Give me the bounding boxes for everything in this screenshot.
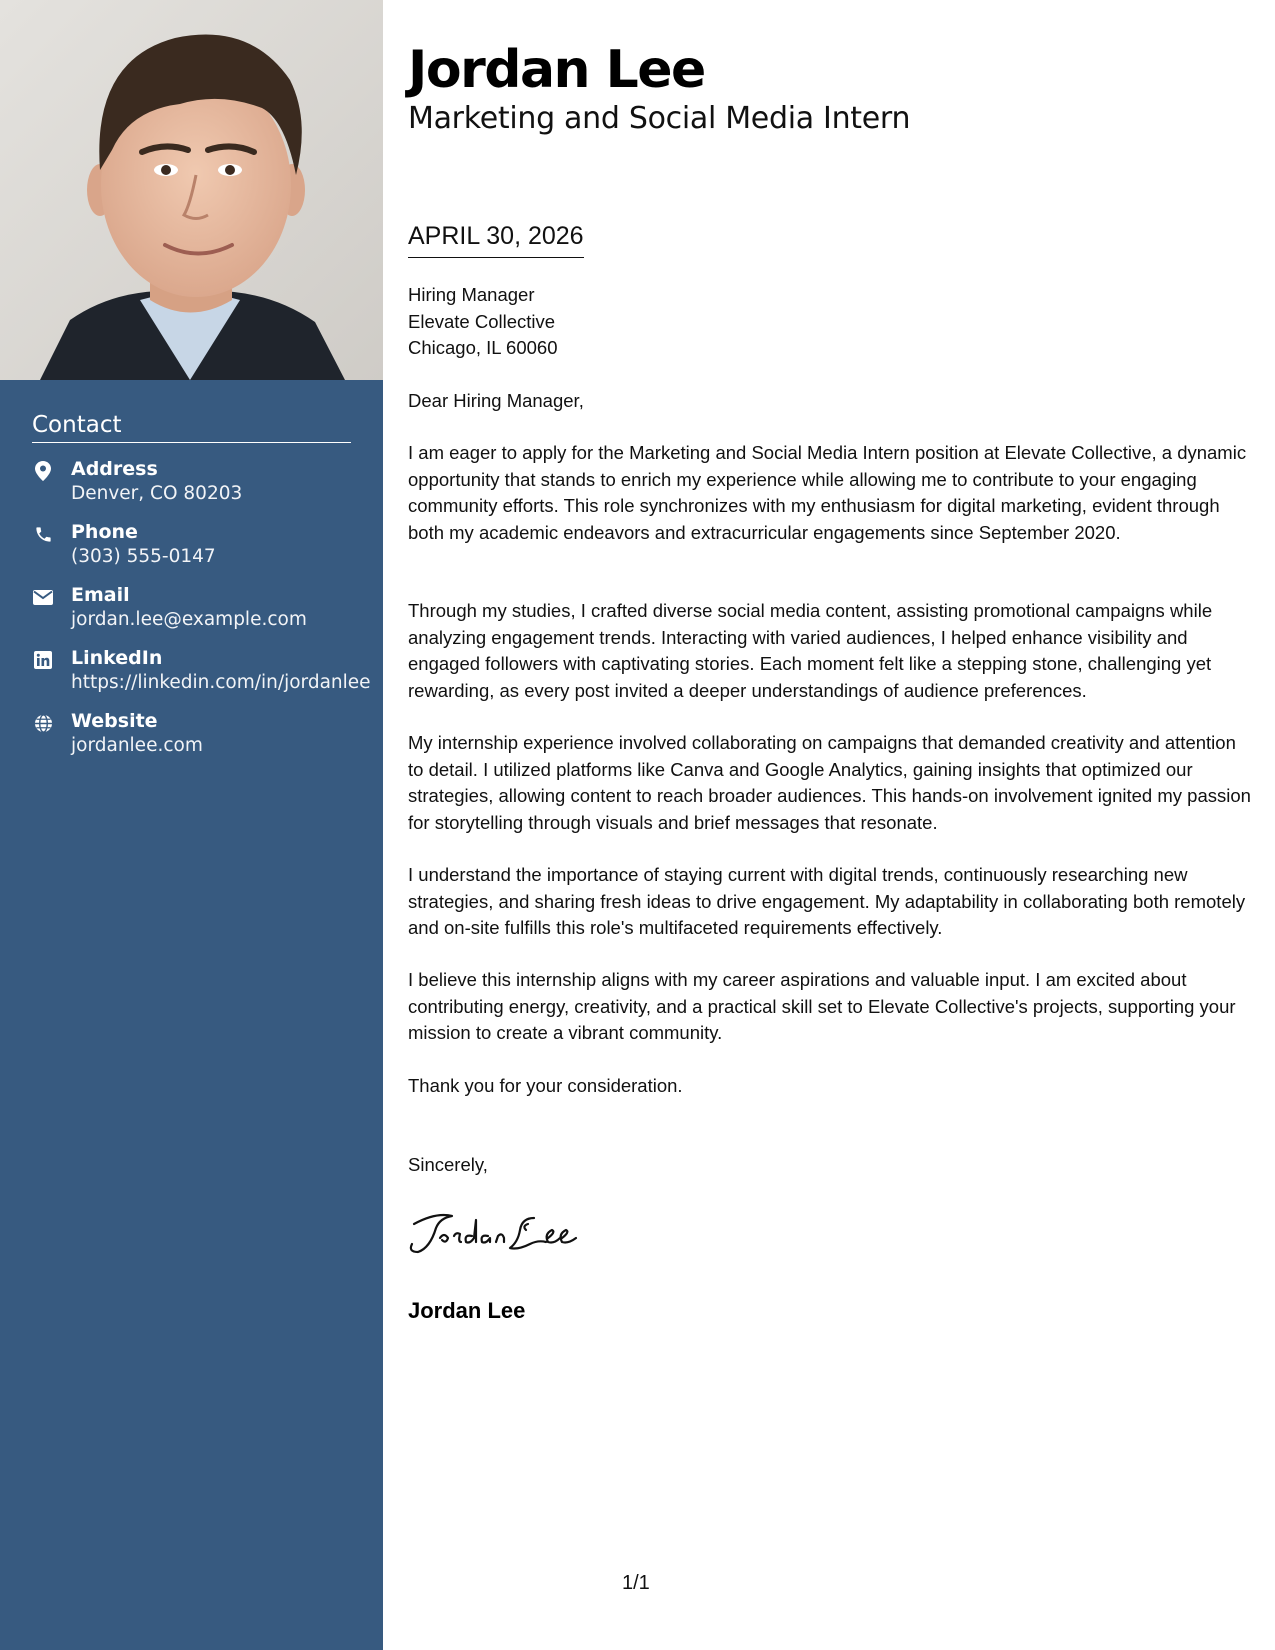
applicant-name: Jordan Lee [408,40,705,100]
recipient-line: Elevate Collective [408,310,556,332]
recipient-line: Hiring Manager [408,284,535,305]
page-number: 1/1 [622,1572,650,1594]
sign-off: Sincerely, [408,1154,488,1175]
envelope-icon [32,586,54,608]
contact-label: Email [71,584,130,606]
handwritten-signature [406,1208,586,1265]
paragraph: Through my studies, I crafted diverse social media content, assisting promotional campaigns while analyzing engagement trends. Interacting with varied audiences, I helped enhance visibility and engaged followers with captivating stories. Each moment felt like a stepping stone, challenging yet rewarding, as every post invited a deeper understandings of audience preferences. [408,600,1213,701]
email-value[interactable]: jordan.lee@example.com [71,609,307,630]
sidebar [0,0,383,1650]
contact-label: LinkedIn [71,647,163,669]
linkedin-value[interactable]: https://linkedin.com/in/jordanlee [71,672,371,693]
applicant-role: Marketing and Social Media Intern [408,101,911,136]
globe-icon [32,712,54,734]
letter-date: APRIL 30, 2026 [408,222,584,258]
location-pin-icon [32,460,54,482]
paragraph: I understand the importance of staying current with digital trends, continuously researching new strategies, and sharing fresh ideas to drive engagement. My adaptability in collaborating both remotely and on-site fulfills this role's multifaceted requirements effectively. [408,864,1246,938]
contact-label: Phone [71,521,138,543]
greeting: Dear Hiring Manager, [408,390,584,411]
recipient-line: Chicago, IL 60060 [408,337,558,358]
paragraph: I believe this internship aligns with my career aspirations and valuable input. I am excited about contributing energy, creativity, and a practical skill set to Elevate Collective's projects, supporting your mission to create a vibrant community. [408,969,1236,1043]
phone-icon [32,523,54,545]
contact-heading: Contact [32,412,351,443]
closing-thanks: Thank you for your consideration. [408,1075,683,1096]
phone-value: (303) 555-0147 [71,546,216,567]
address-value: Denver, CO 80203 [71,483,243,504]
linkedin-icon [32,649,54,671]
website-value[interactable]: jordanlee.com [71,735,203,756]
contact-label: Website [71,710,158,732]
contact-label: Address [71,458,158,480]
portrait-photo [0,0,383,380]
paragraph: I am eager to apply for the Marketing and Social Media Intern position at Elevate Collective, a dynamic opportunity that stands to enrich my experience while allowing me to contribute to your engaging community efforts. This role synchronizes with my enthusiasm for digital marketing, evident through both my academic endeavors and extracurricular engagements since September 2020. [408,442,1247,543]
paragraph: My internship experience involved collaborating on campaigns that demanded creativity and attention to detail. I utilized platforms like Canva and Google Analytics, gaining insights that optimized our strategies, allowing content to reach broader audiences. This hands-on involvement ignited my passion for storytelling through visuals and brief messages that resonate. [408,732,1251,833]
recipient-block [408,282,557,362]
signer-name: Jordan Lee [408,1298,526,1323]
